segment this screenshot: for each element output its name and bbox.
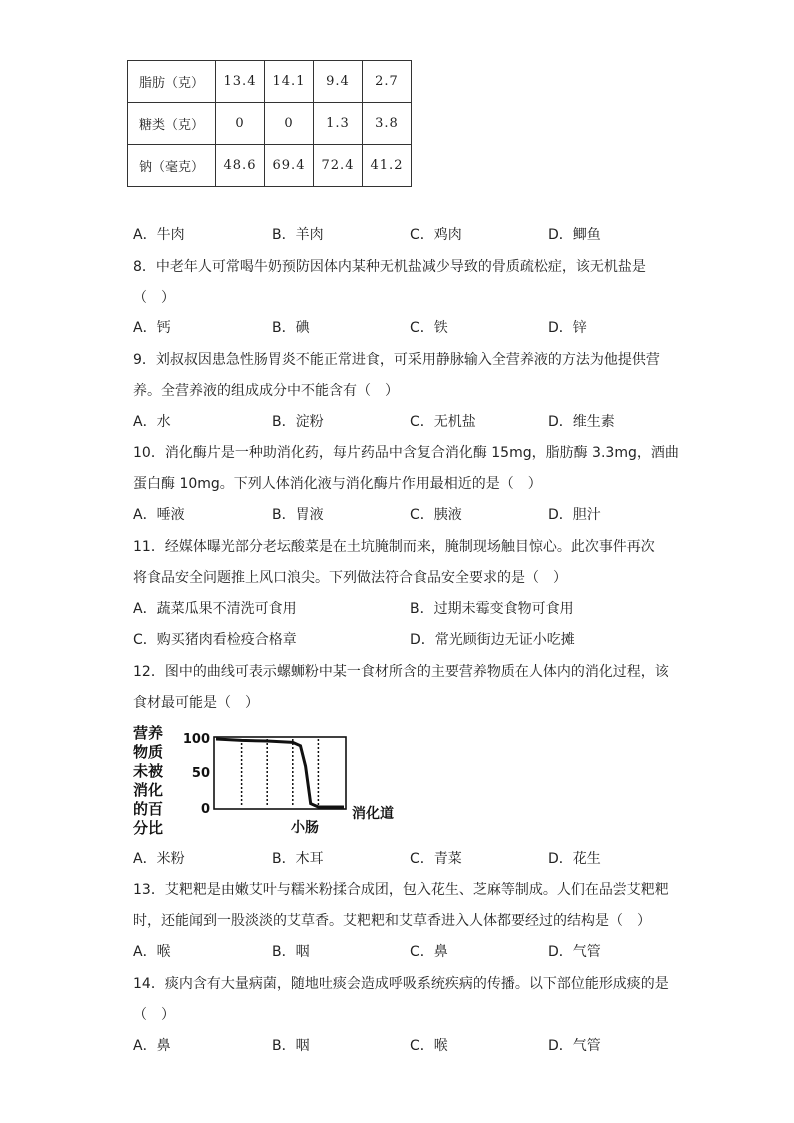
y-tick-label: 0	[200, 802, 210, 817]
q10-stem-line1: 10．消化酶片是一种助消化药，每片药品中含复合消化酶 15mg，脂肪酶 3.3mg，酒曲	[133, 445, 679, 461]
ylabel-line: 未被	[133, 762, 164, 780]
q14-stem-line1: 14．痰内含有大量病菌，随地吐痰会造成呼吸系统疾病的传播。以下部位能形成痰的是	[133, 976, 669, 992]
table-cell: 3.8	[363, 103, 412, 145]
q9-option-b: B．淀粉	[272, 414, 324, 430]
q11-stem-line2: 将食品安全问题推上风口浪尖。下列做法符合食品安全要求的是（ ）	[133, 570, 567, 586]
q13-option-c: C．鼻	[410, 944, 448, 960]
q8-option-c: C．铁	[410, 320, 448, 336]
q12-option-c: C．青菜	[410, 851, 462, 867]
q10-option-d: D．胆汁	[548, 507, 601, 523]
q14-stem-line2: （ ）	[133, 1007, 175, 1023]
q8-option-d: D．锌	[548, 320, 587, 336]
q11-option-b: B．过期未霉变食物可食用	[410, 601, 574, 617]
digestion-curve	[216, 739, 344, 807]
y-tick-label: 100	[182, 732, 210, 747]
nutrition-table	[127, 60, 412, 187]
q9-option-a: A．水	[133, 414, 171, 430]
q13-stem-line1: 13．艾粑粑是由嫩艾叶与糯米粉揉合成团，包入花生、芝麻等制成。人们在品尝艾粑粑	[133, 882, 669, 898]
table-cell: 14.1	[265, 61, 314, 103]
table-cell: 48.6	[216, 145, 265, 187]
table-row	[128, 61, 412, 103]
q14-option-d: D．气管	[548, 1038, 601, 1054]
q11-option-d: D．常光顾街边无证小吃摊	[410, 632, 575, 648]
q12-stem-line1: 12．图中的曲线可表示螺蛳粉中某一食材所含的主要营养物质在人体内的消化过程，该	[133, 664, 669, 680]
q7-option-b: B．羊肉	[272, 227, 324, 243]
table-row	[128, 103, 412, 145]
q7-option-a: A．牛肉	[133, 227, 185, 243]
row-label: 脂肪（克）	[128, 61, 216, 103]
table-cell: 1.3	[314, 103, 363, 145]
q7-option-c: C．鸡肉	[410, 227, 462, 243]
q11-option-c: C．购买猪肉看检疫合格章	[133, 632, 297, 648]
q9-stem-line1: 9．刘叔叔因患急性肠胃炎不能正常进食，可采用静脉输入全营养液的方法为他提供营	[133, 352, 660, 368]
segment-label-small-intestine: 小肠	[291, 820, 319, 836]
q8-stem-line2: （ ）	[133, 290, 175, 306]
q10-stem-line2: 蛋白酶 10mg。下列人体消化液与消化酶片作用最相近的是（ ）	[133, 476, 542, 492]
q14-option-b: B．咽	[272, 1038, 310, 1054]
q12-stem-line2: 食材最可能是（ ）	[133, 695, 259, 711]
table-cell: 41.2	[363, 145, 412, 187]
x-axis-label: 消化道	[352, 806, 394, 822]
q8-stem-line1: 8．中老年人可常喝牛奶预防因体内某种无机盐减少导致的骨质疏松症，该无机盐是	[133, 259, 646, 275]
y-tick-label: 50	[191, 766, 210, 781]
table-cell: 72.4	[314, 145, 363, 187]
q10-option-b: B．胃液	[272, 507, 324, 523]
q13-option-b: B．咽	[272, 944, 310, 960]
row-label: 糖类（克）	[128, 103, 216, 145]
q10-option-c: C．胰液	[410, 507, 462, 523]
table-cell: 0	[216, 103, 265, 145]
table-cell: 13.4	[216, 61, 265, 103]
q14-option-c: C．喉	[410, 1038, 448, 1054]
q10-option-a: A．唾液	[133, 507, 185, 523]
ylabel-line: 消化	[133, 781, 164, 799]
ylabel-line: 物质	[133, 743, 164, 761]
ylabel-line: 营养	[133, 724, 164, 742]
q14-option-a: A．鼻	[133, 1038, 171, 1054]
table-cell: 0	[265, 103, 314, 145]
row-label: 钠（毫克）	[128, 145, 216, 187]
q7-option-d: D．鲫鱼	[548, 227, 601, 243]
q13-option-a: A．喉	[133, 944, 171, 960]
q12-option-a: A．米粉	[133, 851, 185, 867]
q13-option-d: D．气管	[548, 944, 601, 960]
ylabel-line: 分比	[133, 819, 164, 837]
q11-stem-line1: 11．经媒体曝光部分老坛酸菜是在土坑腌制而来，腌制现场触目惊心。此次事件再次	[133, 539, 655, 555]
table-cell: 2.7	[363, 61, 412, 103]
q11-option-a: A．蔬菜瓜果不清洗可食用	[133, 601, 297, 617]
q13-stem-line2: 时，还能闻到一股淡淡的艾草香。艾粑粑和艾草香进入人体都要经过的结构是（ ）	[133, 913, 651, 929]
q9-option-c: C．无机盐	[410, 414, 476, 430]
q8-option-a: A．钙	[133, 320, 171, 336]
table-cell: 69.4	[265, 145, 314, 187]
q12-option-b: B．木耳	[272, 851, 324, 867]
q8-option-b: B．碘	[272, 320, 310, 336]
ylabel-line: 的百	[133, 800, 164, 818]
table-row	[128, 145, 412, 187]
q9-stem-line2: 养。全营养液的组成成分中不能含有（ ）	[133, 383, 399, 399]
plot-frame	[214, 737, 346, 809]
q12-option-d: D．花生	[548, 851, 601, 867]
digestion-chart	[133, 722, 413, 840]
table-cell: 9.4	[314, 61, 363, 103]
q9-option-d: D．维生素	[548, 414, 615, 430]
